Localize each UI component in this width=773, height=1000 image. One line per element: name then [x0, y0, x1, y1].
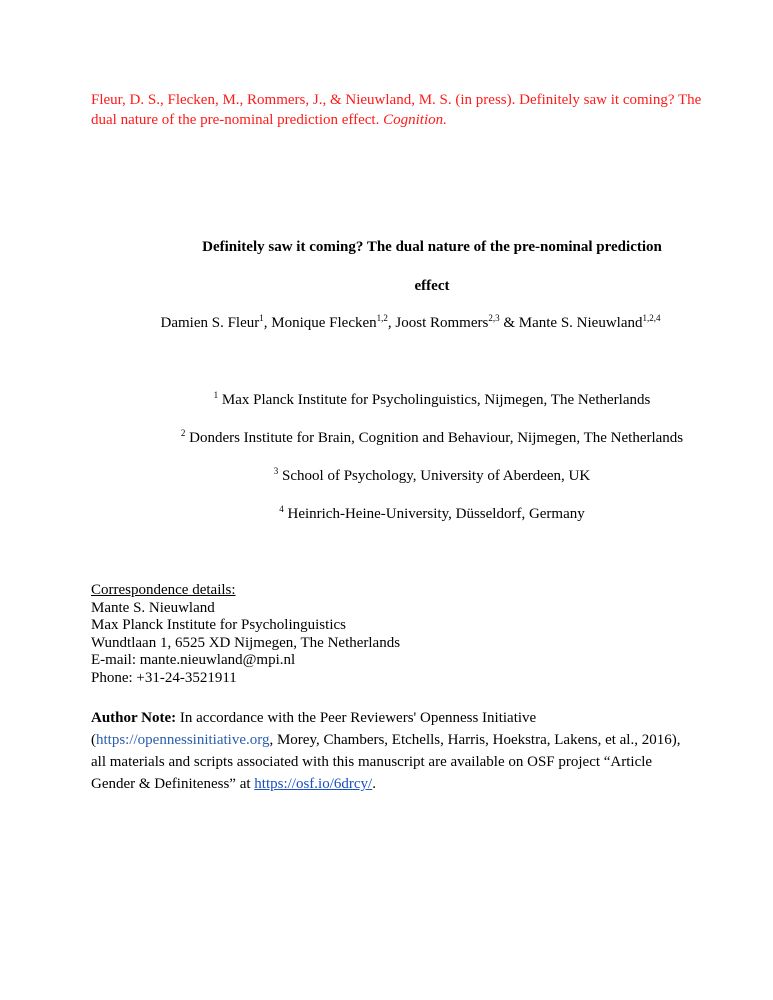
correspondence-phone: Phone: +31-24-3521911	[91, 669, 237, 686]
author-affiliation-marker: 1,2,4	[642, 313, 661, 323]
affiliation-number: 4	[279, 504, 284, 514]
author-list	[0, 315, 773, 332]
correspondence-details	[91, 582, 400, 687]
author-name: Monique Flecken	[271, 315, 377, 331]
author-name: Joost Rommers	[395, 315, 489, 331]
author-name: Mante S. Nieuwland	[518, 315, 643, 331]
citation-block	[91, 90, 711, 130]
author-name: Damien S. Fleur	[160, 315, 260, 331]
author-note-text: In accordance with the Peer Reviewers' Openness Initiative (	[91, 710, 537, 748]
correspondence-heading: Correspondence details:	[91, 582, 236, 598]
affiliation-text: Heinrich-Heine-University, Düsseldorf, Germany	[283, 506, 585, 522]
author-note-text: .	[372, 776, 376, 792]
correspondence-address: Wundtlaan 1, 6525 XD Nijmegen, The Netherlands	[91, 634, 401, 651]
affiliation-number: 3	[273, 466, 279, 476]
affiliation-1	[150, 392, 714, 409]
affiliation-4	[150, 506, 714, 523]
author-affiliation-marker: 1	[259, 313, 264, 323]
citation-text: Fleur, D. S., Flecken, M., Rommers, J., & Nieuwland, M. S. (in press). Definitely saw it coming? The dual nature of the pre-nominal prediction effect.	[91, 92, 702, 128]
author-note-label: Author Note:	[91, 710, 177, 726]
osf-project-link[interactable]: https://osf.io/6drcy/	[254, 776, 373, 792]
author-note-text: , Morey, Chambers, Etchells, Harris, Hoekstra, Lakens, et al., 2016), all materials and scripts associated with this manuscript are available on OSF project “Article Gender & Definiteness” at	[91, 732, 681, 792]
author-affiliation-marker: 2,3	[488, 313, 500, 323]
affiliation-number: 1	[213, 390, 219, 400]
author-separator: ,	[263, 315, 272, 331]
correspondence-name: Mante S. Nieuwland	[91, 599, 215, 616]
author-affiliation-marker: 1,2	[376, 313, 388, 323]
affiliation-text: Donders Institute for Brain, Cognition and Behaviour, Nijmegen, The Netherlands	[185, 430, 684, 446]
affiliation-number: 2	[180, 428, 186, 438]
correspondence-email: E-mail: mante.nieuwland@mpi.nl	[91, 652, 296, 668]
correspondence-institution: Max Planck Institute for Psycholinguistics	[91, 617, 346, 633]
author-separator: &	[499, 315, 519, 331]
citation-journal: Cognition.	[383, 112, 447, 128]
paper-title-line-2: effect	[414, 278, 450, 294]
affiliation-text: School of Psychology, University of Aberdeen, UK	[278, 468, 591, 484]
author-note	[91, 707, 691, 795]
openness-initiative-link[interactable]: https://opennessinitiative.org	[96, 732, 270, 748]
affiliation-3	[150, 468, 714, 485]
paper-title-line-1: Definitely saw it coming? The dual nature of the pre-nominal prediction	[202, 239, 662, 255]
affiliation-2	[150, 430, 714, 447]
author-separator: ,	[387, 315, 396, 331]
affiliation-text: Max Planck Institute for Psycholinguistics, Nijmegen, The Netherlands	[218, 392, 651, 408]
